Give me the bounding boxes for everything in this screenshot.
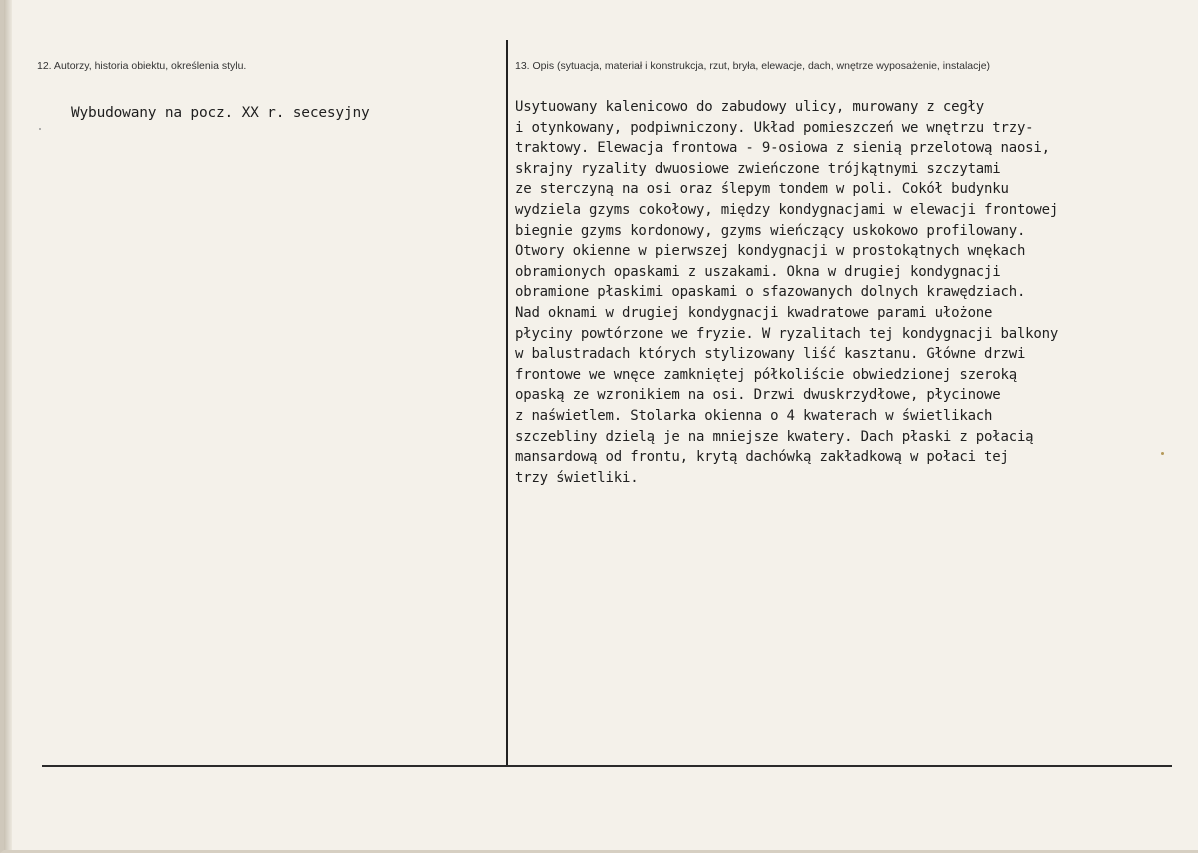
description-line: traktowy. Elewacja frontowa - 9-osiowa z sienią przelotową naosi, [515,140,1050,157]
description-line: obramione płaskimi opaskami o sfazowanych dolnych krawędziach. [515,284,1026,301]
description-line: i otynkowany, podpiwniczony. Układ pomieszczeń we wnętrzu trzy- [515,119,1034,136]
description-line: ze sterczyną na osi oraz ślepym tondem w poli. Cokół budynku [515,181,1009,198]
card-edge [4,0,12,850]
description-line: wydziela gzyms cokołowy, między kondygnacjami w elewacji frontowej [515,201,1059,218]
description-line: z naświetlem. Stolarka okienna o 4 kwaterach w świetlikach [515,407,993,424]
description-line: szczebliny dzielą je na mniejsze kwatery. Dach płaski z połacią [515,428,1034,445]
section-13-label: 13. Opis (sytuacja, materiał i konstrukcja, rzut, bryła, elewacje, dach, wnętrze wyposażenie, instalacje) [515,60,991,72]
description-line: opaską ze wzronikiem na osi. Drzwi dwuskrzydłowe, płycinowe [515,387,1001,404]
style-history-text: Wybudowany na pocz. XX r. secesyjny [71,105,370,121]
description-line: obramionych opaskami z uszakami. Okna w drugiej kondygnacji [515,263,1001,280]
paper-speck [39,128,41,130]
bottom-rule [42,765,1172,767]
section-12-label: 12. Autorzy, historia obiektu, określenia stylu. [37,60,247,72]
description-line: frontowe we wnęce zamkniętej półkoliście obwiedzionej szeroką [515,366,1017,383]
building-description [515,97,1195,488]
description-line: skrajny ryzality dwuosiowe zwieńczone trójkątnymi szczytami [515,160,1001,177]
paper-speck [1161,452,1164,455]
column-divider [506,40,508,767]
description-line: Otwory okienne w pierwszej kondygnacji w prostokątnych wnękach [515,243,1026,260]
description-line: biegnie gzyms kordonowy, gzyms wieńczący uskokowo profilowany. [515,222,1026,239]
description-line: w balustradach których stylizowany liść kasztanu. Główne drzwi [515,346,1026,363]
description-line: Nad oknami w drugiej kondygnacji kwadratowe parami ułożone [515,304,993,321]
description-line: trzy świetliki. [515,469,639,486]
description-line: mansardową od frontu, krytą dachówką zakładkową w połaci tej [515,449,1009,466]
description-line: Usytuowany kalenicowo do zabudowy ulicy, murowany z cegły [515,99,985,115]
description-line: płyciny powtórzone we fryzie. W ryzalitach tej kondygnacji balkony [515,325,1059,342]
